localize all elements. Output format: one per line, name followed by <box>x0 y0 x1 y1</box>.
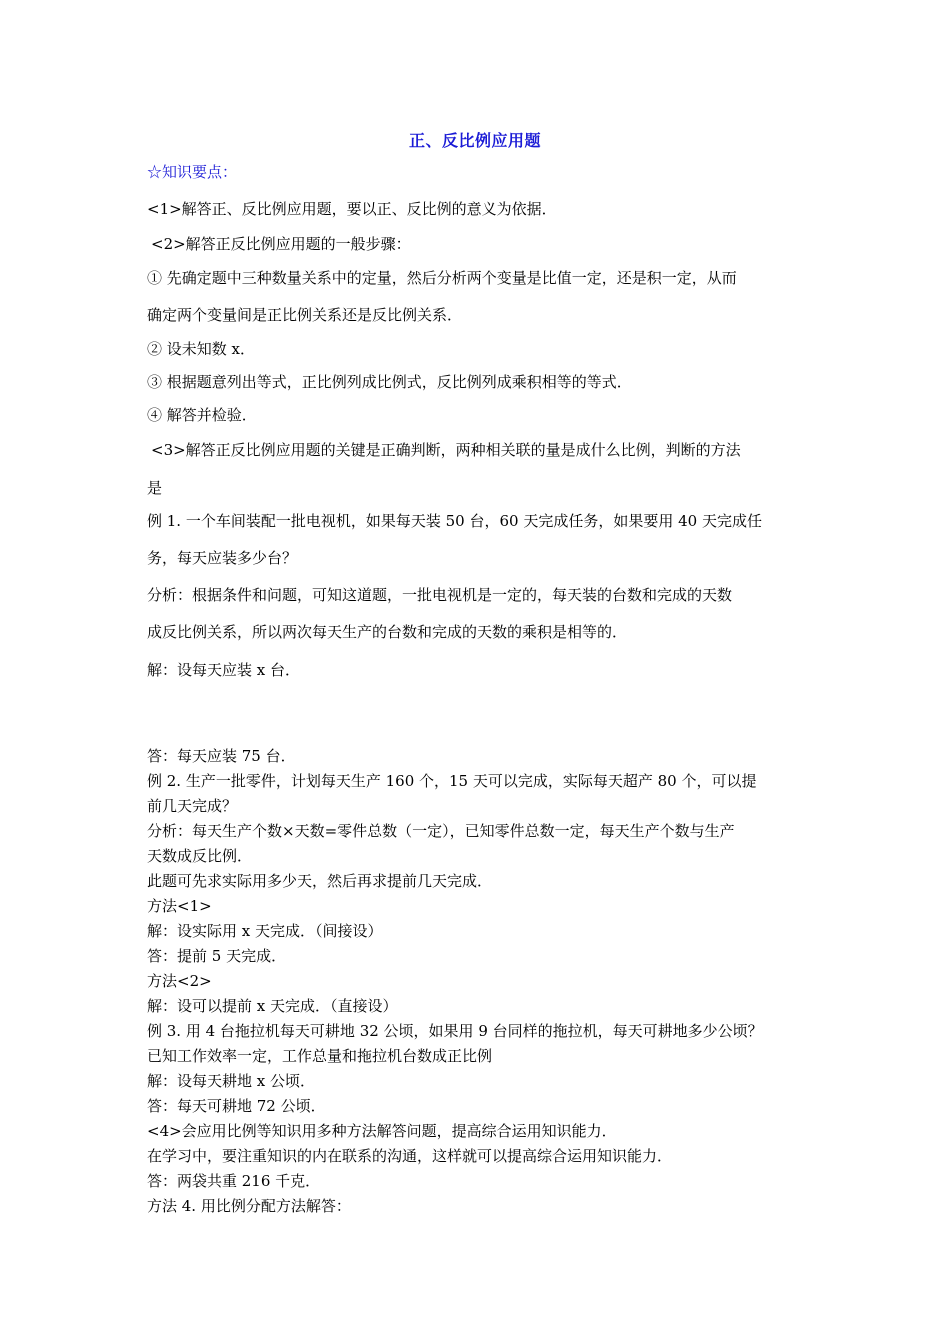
text-line: 答：两袋共重 216 千克． <box>147 1172 321 1190</box>
text-line: 天数成反比例． <box>147 847 253 865</box>
text-line: 方法 4. 用比例分配方法解答： <box>147 1197 351 1215</box>
text-line: 答：每天应装 75 台． <box>147 747 296 765</box>
text-line: ① 先确定题中三种数量关系中的定量，然后分析两个变量是比值一定，还是积一定，从而 <box>147 269 737 287</box>
text-line: <4>会应用比例等知识用多种方法解答问题，提高综合运用知识能力． <box>147 1122 617 1140</box>
example-1-line: 例 1. 一个车间装配一批电视机，如果每天装 50 台，60 天完成任务，如果要用 40 天完成任 <box>147 512 762 530</box>
text-line: 此题可先求实际用多少天，然后再求提前几天完成． <box>147 872 493 890</box>
text-line: 成反比例关系，所以两次每天生产的台数和完成的天数的乘积是相等的． <box>147 623 628 641</box>
text-line: 前几天完成？ <box>147 797 238 815</box>
text-line: 解：设每天耕地 x 公顷． <box>147 1072 315 1090</box>
text-line: 解：设可以提前 x 天完成．（直接设） <box>147 997 398 1015</box>
text-line: 是 <box>147 479 163 497</box>
section-heading-key-points: ☆知识要点： <box>147 163 238 181</box>
text-line: 分析：根据条件和问题，可知这道题，一批电视机是一定的，每天装的台数和完成的天数 <box>147 586 733 604</box>
text-line: 解：设每天应装 x 台． <box>147 661 300 679</box>
text-line: <2>解答正反比例应用题的一般步骤： <box>151 235 411 253</box>
text-line: 方法<2> <box>147 972 212 990</box>
text-line: 方法<1> <box>147 897 212 915</box>
text-line: ④ 解答并检验． <box>147 406 257 424</box>
text-line: ③ 根据题意列出等式，正比例列成比例式，反比例列成乘积相等的等式． <box>147 373 632 391</box>
example-2-line: 例 2. 生产一批零件，计划每天生产 160 个，15 天可以完成，实际每天超产 80 个，可以提 <box>147 772 757 790</box>
text-line: 在学习中，要注重知识的内在联系的沟通，这样就可以提高综合运用知识能力． <box>147 1147 673 1165</box>
text-line: <1>解答正、反比例应用题，要以正、反比例的意义为依据． <box>147 200 557 218</box>
text-line: 解：设实际用 x 天完成．（间接设） <box>147 922 383 940</box>
text-line: 确定两个变量间是正比例关系还是反比例关系． <box>147 306 463 324</box>
text-line: ② 设未知数 x． <box>147 340 255 358</box>
text-line: 已知工作效率一定，工作总量和拖拉机台数成正比例 <box>147 1047 493 1065</box>
text-line: 分析：每天生产个数×天数=零件总数（一定），已知零件总数一定，每天生产个数与生产 <box>147 822 735 840</box>
text-line: 务，每天应装多少台？ <box>147 549 298 567</box>
document-title: 正、反比例应用题 <box>408 131 541 150</box>
text-line: <3>解答正反比例应用题的关键是正确判断，两种相关联的量是成什么比例，判断的方法 <box>151 441 741 459</box>
example-3-line: 例 3. 用 4 台拖拉机每天可耕地 32 公顷，如果用 9 台同样的拖拉机，每天可耕地多少公顷？ <box>147 1022 763 1040</box>
text-line: 答：提前 5 天完成． <box>147 947 287 965</box>
text-line: 答：每天可耕地 72 公顷． <box>147 1097 326 1115</box>
